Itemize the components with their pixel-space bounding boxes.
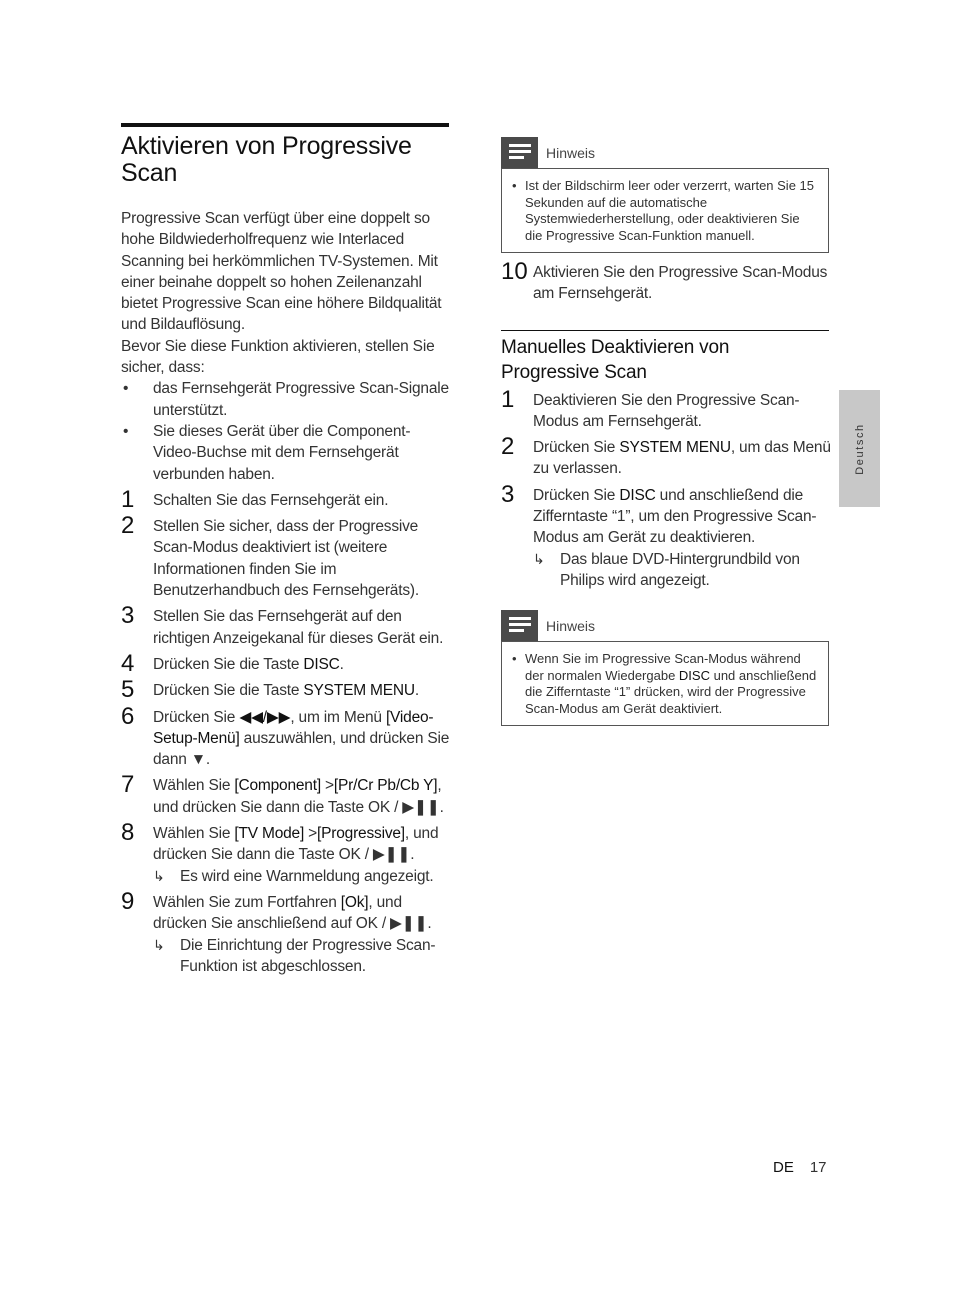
step-text: Drücken Sie SYSTEM MENU, um das Menü zu verlassen. xyxy=(533,439,831,478)
step-text: Wählen Sie zum Fortfahren [Ok], und drücken Sie anschließend auf OK / ▶❚❚. xyxy=(153,893,432,933)
step-number: 8 xyxy=(121,819,135,847)
step-10 xyxy=(501,258,831,305)
title-rule xyxy=(121,123,449,127)
step-number: 2 xyxy=(121,512,135,540)
list-item: • das Fernsehgerät Progressive Scan-Signale unterstützt. xyxy=(123,380,449,419)
step-2 xyxy=(501,433,831,480)
key-label: SYSTEM MENU xyxy=(303,682,415,700)
section-rule xyxy=(501,330,829,331)
step-4 xyxy=(121,649,451,677)
list-item: • Wenn Sie im Progressive Scan-Modus während der normalen Wiedergabe DISC und anschließend die Zifferntaste “1” drücken, wird der Progressive Scan-Modus am Gerät deaktiviert. xyxy=(512,651,817,716)
step-number: 5 xyxy=(121,676,135,704)
step-3 xyxy=(501,480,831,591)
note-body xyxy=(501,641,829,726)
result-arrow-icon: ↳ xyxy=(153,936,165,953)
result-arrow-icon: ↳ xyxy=(153,867,165,884)
step-number: 2 xyxy=(501,433,515,461)
step-3 xyxy=(121,602,451,649)
step-number: 6 xyxy=(121,702,135,730)
page-number: 17 xyxy=(809,1159,827,1176)
menu-label: [Pr/Cr Pb/Cb Y] xyxy=(333,777,438,795)
step-text: Wählen Sie [Component] >[Pr/Cr Pb/Cb Y], und drücken Sie dann die Taste OK / ▶❚❚. xyxy=(153,777,444,816)
language-side-tab xyxy=(839,390,880,507)
before-paragraph: Bevor Sie diese Funktion aktivieren, stellen Sie sicher, dass: xyxy=(121,337,435,377)
step-text: Drücken Sie die Taste DISC. xyxy=(153,655,344,673)
step-number: 1 xyxy=(501,385,515,413)
page-footer xyxy=(773,1159,827,1176)
step-number: 3 xyxy=(501,480,515,508)
note-label: Hinweis xyxy=(546,144,596,161)
menu-label: [Component] xyxy=(234,777,321,795)
step-5 xyxy=(121,676,451,704)
menu-label: [Progressive] xyxy=(317,825,405,843)
note-lines-icon xyxy=(501,610,538,641)
key-label: ◀◀/▶▶ xyxy=(239,708,291,726)
note-box-1 xyxy=(501,137,829,253)
step-number: 1 xyxy=(121,485,135,513)
step-number: 10 xyxy=(501,258,528,285)
key-label: DISC xyxy=(303,655,340,673)
step-number: 9 xyxy=(121,887,135,915)
note-header xyxy=(501,137,829,168)
note-body xyxy=(501,168,829,253)
menu-label: [TV Mode] xyxy=(234,825,305,843)
note-box-2 xyxy=(501,610,829,726)
key-label: DISC xyxy=(678,667,710,683)
side-tab-label: Deutsch xyxy=(853,422,866,475)
step-text: Deaktivieren Sie den Progressive Scan-Modus am Fernsehgerät. xyxy=(533,391,800,430)
step-text: Stellen Sie sicher, dass der Progressive Scan-Modus deaktiviert ist (weitere Informationen finden Sie im Benutzerhandbuch des Fernsehgeräts). xyxy=(153,518,419,600)
menu-label: [Video-Setup-Menü] xyxy=(153,708,434,747)
key-label: SYSTEM MENU xyxy=(619,439,731,457)
note-lines-icon xyxy=(501,137,538,168)
step-6 xyxy=(121,702,451,771)
note-header xyxy=(501,610,829,641)
intro-paragraph: Progressive Scan verfügt über eine doppelt so hohe Bildwiederholfrequenz wie Interlaced Scanning bei herkömmlichen TV-Systemen. Mit einer beinahe doppelt so hohen Zeilenanzahl bietet Progressive Scan eine höhere Bildqualität und Bildauflösung. xyxy=(121,210,442,334)
step-result: ↳ Die Einrichtung der Progressive Scan-Funktion ist abgeschlossen. xyxy=(153,936,436,975)
step-1 xyxy=(121,485,451,513)
step-2 xyxy=(121,512,451,601)
list-item: • Sie dieses Gerät über die Component-Video-Buchse mit dem Fernsehgerät verbunden haben. xyxy=(123,422,411,483)
step-text: Wählen Sie [TV Mode] >[Progressive], und drücken Sie dann die Taste OK / ▶❚❚. xyxy=(153,825,439,864)
requirements-list xyxy=(121,378,451,484)
note-label: Hinweis xyxy=(546,617,596,634)
page-title: Aktivieren von Progressive Scan xyxy=(121,132,412,187)
step-number: 7 xyxy=(121,771,135,799)
step-7 xyxy=(121,771,451,818)
step-1 xyxy=(501,385,831,433)
menu-label: [Ok] xyxy=(340,893,369,911)
step-8 xyxy=(121,819,451,887)
section-title: Manuelles Deaktivieren von Progressive Scan xyxy=(501,336,730,383)
right-column xyxy=(501,137,831,726)
list-item: • Ist der Bildschirm leer oder verzerrt, warten Sie 15 Sekunden auf die automatische Systemwiederherstellung, oder deaktivieren Sie die Progressive Scan-Funktion manuell. xyxy=(512,178,814,243)
step-9 xyxy=(121,887,451,977)
step-text: Drücken Sie DISC und anschließend die Zifferntaste “1”, um den Progressive Scan-Modus am Gerät zu deaktivieren. xyxy=(533,486,817,547)
step-text: Aktivieren Sie den Progressive Scan-Modus am Fernsehgerät. xyxy=(533,264,828,303)
left-column xyxy=(121,123,451,977)
step-text: Drücken Sie ◀◀/▶▶, um im Menü [Video-Setup-Menü] auszuwählen, und drücken Sie dann ▼. xyxy=(153,708,450,769)
step-number: 4 xyxy=(121,649,135,677)
step-text: Stellen Sie das Fernsehgerät auf den richtigen Anzeigekanal für dieses Gerät ein. xyxy=(153,608,444,647)
step-text: Drücken Sie die Taste SYSTEM MENU. xyxy=(153,682,419,700)
result-arrow-icon: ↳ xyxy=(533,550,545,567)
footer-language: DE xyxy=(773,1159,794,1176)
step-text: Schalten Sie das Fernsehgerät ein. xyxy=(153,491,389,509)
key-label: DISC xyxy=(619,486,656,504)
step-number: 3 xyxy=(121,602,135,630)
step-result: ↳ Es wird eine Warnmeldung angezeigt. xyxy=(153,866,451,887)
step-result: ↳ Das blaue DVD-Hintergrundbild von Philips wird angezeigt. xyxy=(533,550,800,589)
